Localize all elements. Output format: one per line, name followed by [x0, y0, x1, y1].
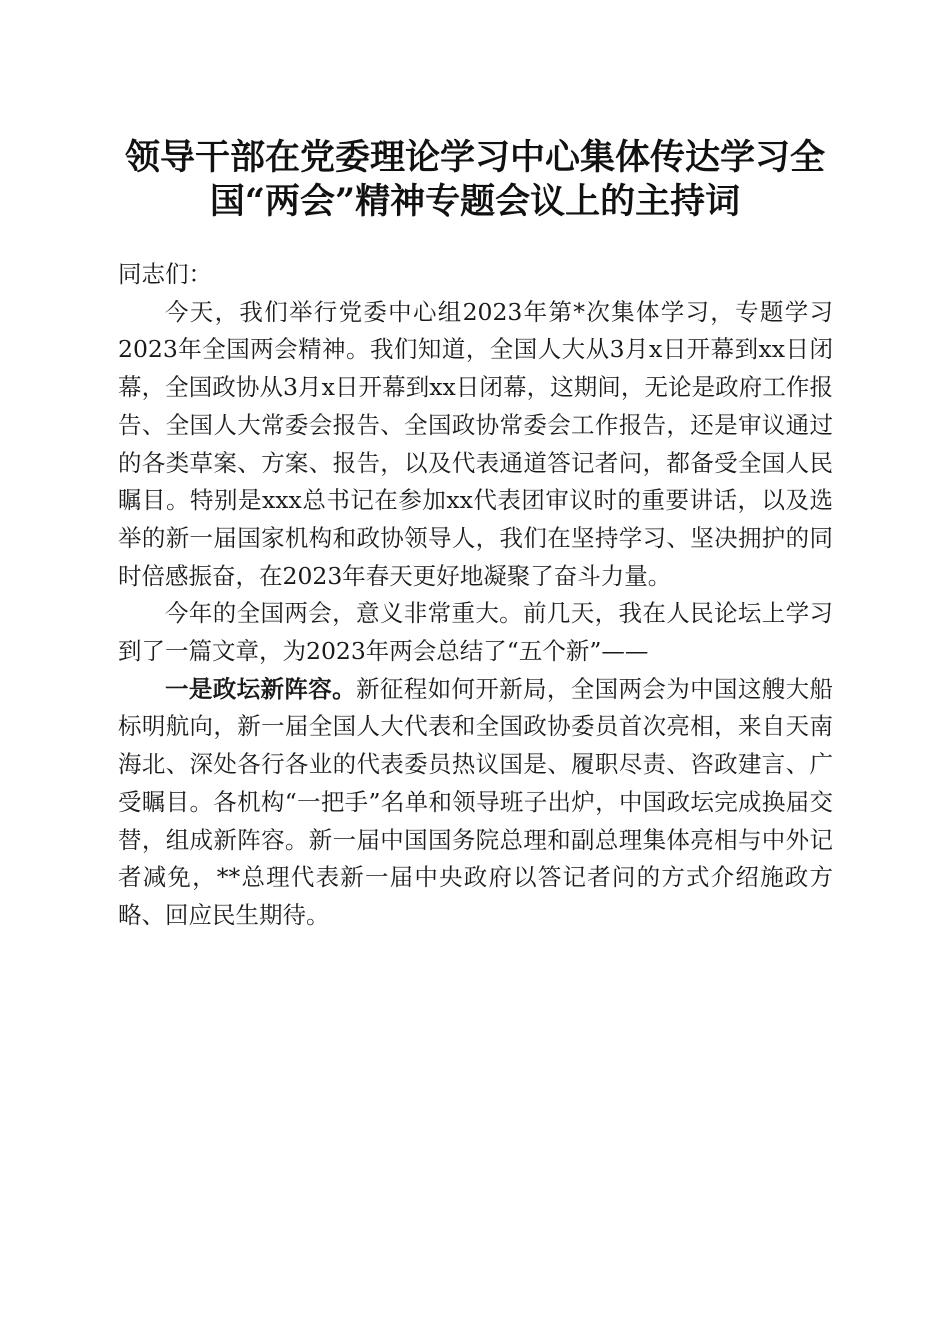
document-body	[118, 256, 833, 935]
paragraph-3-lead: 一是政坛新阵容。	[165, 674, 356, 703]
paragraph-1: 今天，我们举行党委中心组2023年第*次集体学习，专题学习2023年全国两会精神。我们知道，全国人大从3月x日开幕到xx日闭幕，全国政协从3月x日开幕到xx日闭幕，这期间，无论是政府工作报告、全国人大常委会报告、全国政协常委会工作报告，还是审议通过的各类草案、方案、报告，以及代表通道答记者问，都备受全国人民瞩目。特别是xxx总书记在参加xx代表团审议时的重要讲话，以及选举的新一届国家机构和政协领导人，我们在坚持学习、坚决拥护的同时倍感振奋，在2023年春天更好地凝聚了奋斗力量。	[118, 297, 833, 590]
paragraph-3	[118, 671, 833, 935]
paragraph-2: 今年的全国两会，意义非常重大。前几天，我在人民论坛上学习到了一篇文章，为2023年两会总结了“五个新”——	[118, 599, 833, 666]
salutation: 同志们：	[118, 260, 212, 288]
document-title: 领导干部在党委理论学习中心集体传达学习全国“两会”精神专题会议上的主持词	[124, 137, 825, 222]
paragraph-3-text: 新征程如何开新局，全国两会为中国这艘大船标明航向，新一届全国人大代表和全国政协委员首次亮相，来自天南海北、深处各行各业的代表委员热议国是、履职尽责、咨政建言、广受瞩目。各机构“一把手”名单和领导班子出炉，中国政坛完成换届交替，组成新阵容。新一届中国国务院总理和副总理集体亮相与中外记者减免，**总理代表新一届中央政府以答记者问的方式介绍施政方略、回应民生期待。	[118, 674, 834, 929]
